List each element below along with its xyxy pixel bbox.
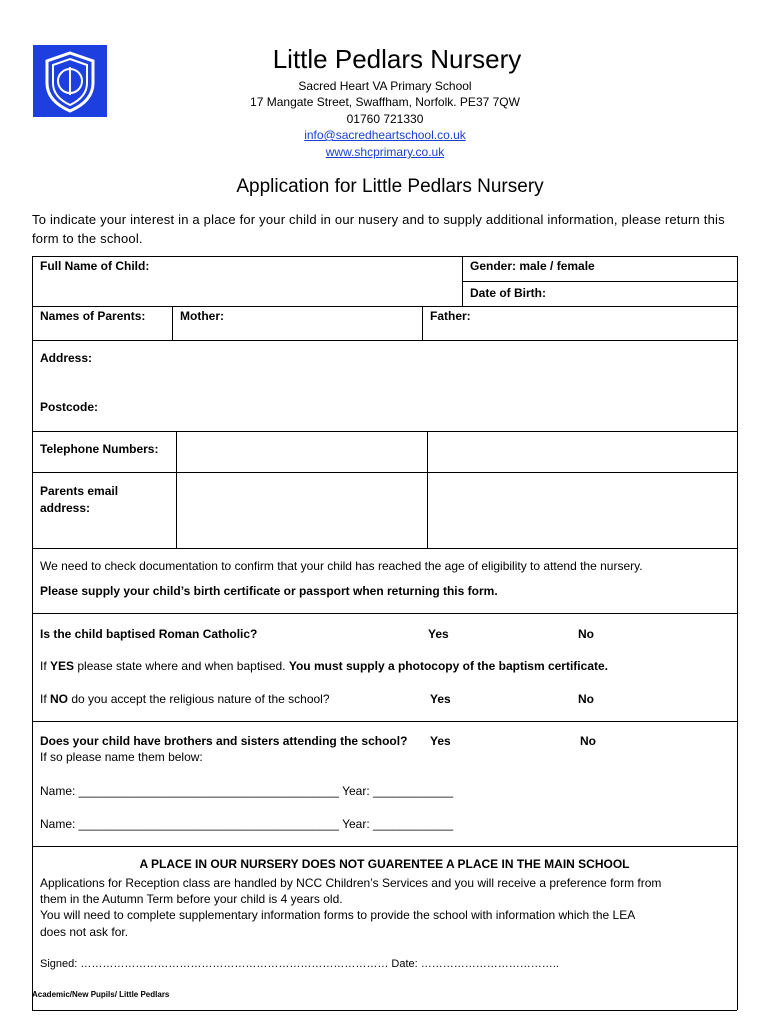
email-label-line1: Parents email <box>40 484 119 498</box>
baptism-yes-option[interactable]: Yes <box>428 627 449 641</box>
nursery-title: Little Pedlars Nursery <box>272 44 522 74</box>
siblings-no-option[interactable]: No <box>580 734 596 748</box>
religious-yes-option[interactable]: Yes <box>430 692 451 706</box>
mother-label: Mother: <box>180 309 224 323</box>
email-label-line2: address: <box>40 501 91 515</box>
school-address: 17 Mangate Street, Swaffham, Norfolk. PE37 7QW <box>250 95 520 109</box>
eligibility-text: We need to check documentation to confirm that your child has reached the age of eligibility to attend the nursery. <box>40 559 643 573</box>
school-name: Sacred Heart VA Primary School <box>298 79 472 93</box>
baptism-if-no: If NO do you accept the religious nature of the school? <box>40 692 330 706</box>
address-label: Address: <box>40 351 93 365</box>
notice-heading: A PLACE IN OUR NURSERY DOES NOT GUARENTEE A PLACE IN THE MAIN SCHOOL <box>139 857 630 871</box>
notice-line: Applications for Reception class are handled by NCC Children’s Services and you will receive a preference form from <box>40 876 662 890</box>
gender-label: Gender: male / female <box>470 259 595 273</box>
baptism-if-yes: If YES please state where and when baptised. You must supply a photocopy of the baptism certificate. <box>40 659 608 673</box>
school-phone: 01760 721330 <box>346 112 424 126</box>
sibling-name-row[interactable]: Name: _______________________________________ Year: ____________ <box>40 784 454 798</box>
baptism-question: Is the child baptised Roman Catholic? <box>40 627 258 641</box>
parents-label: Names of Parents: <box>40 309 146 323</box>
full-name-label: Full Name of Child: <box>40 259 150 273</box>
intro-text: To indicate your interest in a place for your child in our nusery and to supply additional information, please return this form to the school. <box>32 212 725 246</box>
footer-reference: Academic/New Pupils/ Little Pedlars <box>32 990 170 999</box>
signature-date-line[interactable]: Signed: ………………………………………………………………………… Date: ……………………………….. <box>40 958 559 970</box>
telephone-label: Telephone Numbers: <box>40 442 159 456</box>
dob-label: Date of Birth: <box>470 286 546 300</box>
sibling-name-row[interactable]: Name: _______________________________________ Year: ____________ <box>40 817 454 831</box>
siblings-yes-option[interactable]: Yes <box>430 734 451 748</box>
siblings-question: Does your child have brothers and sisters attending the school? <box>40 734 408 748</box>
siblings-subtext: If so please name them below: <box>40 750 203 764</box>
school-website-link[interactable]: www.shcprimary.co.uk <box>325 145 445 159</box>
postcode-label: Postcode: <box>40 400 99 414</box>
religious-no-option[interactable]: No <box>578 692 594 706</box>
baptism-no-option[interactable]: No <box>578 627 594 641</box>
school-email-link[interactable]: info@sacredheartschool.co.uk <box>304 128 466 142</box>
birth-certificate-notice: Please supply your child’s birth certificate or passport when returning this form. <box>40 584 498 598</box>
notice-line: them in the Autumn Term before your child is 4 years old. <box>40 892 343 906</box>
notice-line: You will need to complete supplementary information forms to provide the school with information which the LEA <box>40 908 636 922</box>
father-label: Father: <box>430 309 471 323</box>
notice-line: does not ask for. <box>40 925 129 939</box>
form-title: Application for Little Pedlars Nursery <box>236 176 544 197</box>
